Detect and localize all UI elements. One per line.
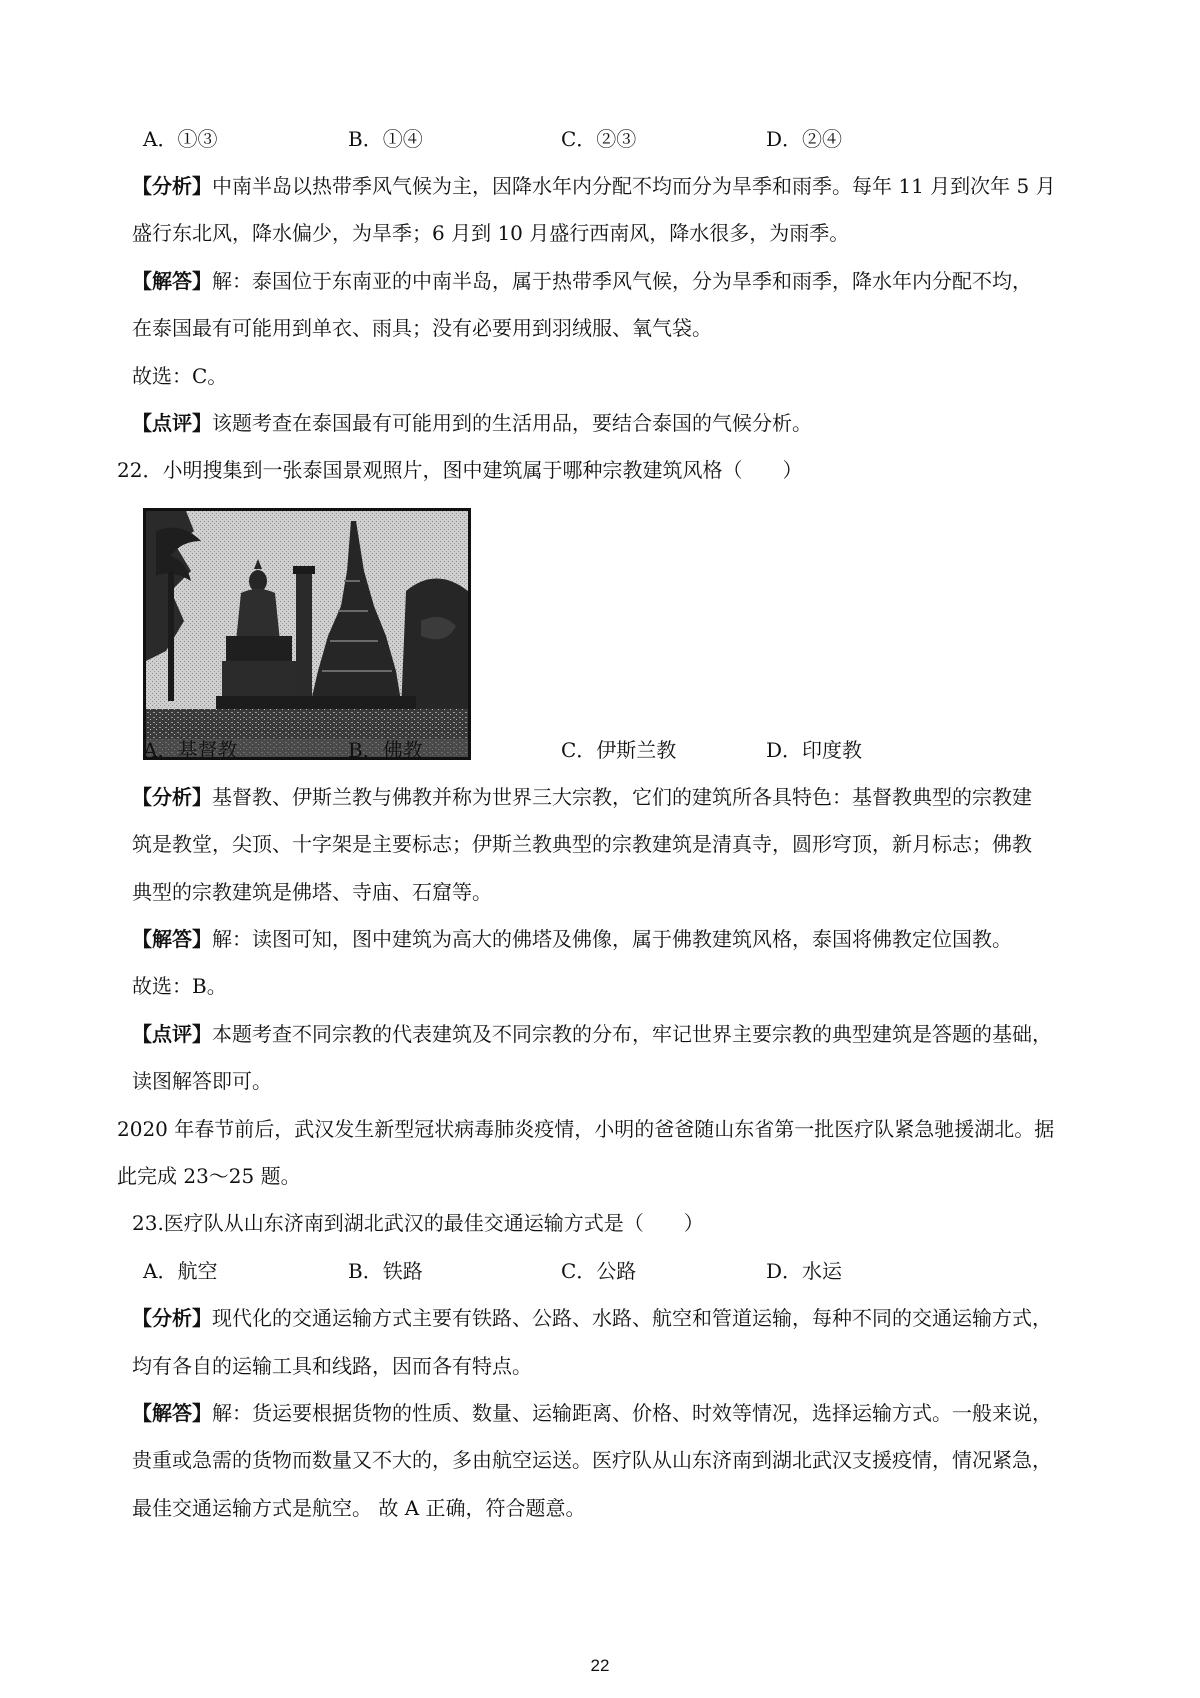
analysis-tag: 【分析】 [132, 174, 212, 198]
q23-analysis-line1 [132, 1303, 1052, 1333]
answer-tag: 【解答】 [132, 269, 212, 293]
comment-text: 本题考查不同宗教的代表建筑及不同宗教的分布，牢记世界主要宗教的典型建筑是答题的基础， [212, 1022, 1052, 1046]
q23-option-c: C．公路 [561, 1259, 637, 1283]
q21-choice: 故选：C。 [132, 364, 228, 388]
q22-option-c: C．伊斯兰教 [561, 738, 677, 762]
q22-option-a: A．基督教 [143, 738, 238, 762]
analysis-tag: 【分析】 [132, 1306, 212, 1330]
q23-option-d: D．水运 [766, 1259, 843, 1283]
q21-option-c: C．②③ [561, 127, 637, 151]
q21-answer-line2: 在泰国最有可能用到单衣、雨具；没有必要用到羽绒服、氧气袋。 [132, 316, 712, 340]
q23-option-b: B．铁路 [348, 1259, 423, 1283]
answer-text: 解：货运要根据货物的性质、数量、运输距离、价格、时效等情况，选择运输方式。一般来说， [212, 1401, 1052, 1425]
intro-line2: 此完成 23～25 题。 [117, 1164, 301, 1188]
q22-comment-line1 [132, 1019, 1052, 1049]
q22-analysis-line3: 典型的宗教建筑是佛塔、寺庙、石窟等。 [132, 880, 492, 904]
q23-answer-line3: 最佳交通运输方式是航空。 故 A 正确，符合题意。 [132, 1496, 586, 1520]
q23-answer-line1 [132, 1398, 1052, 1428]
page-number: 22 [590, 1656, 610, 1675]
intro-line1: 2020 年春节前后，武汉发生新型冠状病毒肺炎疫情，小明的爸爸随山东省第一批医疗队紧急驰援湖北。据 [117, 1117, 1055, 1141]
analysis-text: 现代化的交通运输方式主要有铁路、公路、水路、航空和管道运输，每种不同的交通运输方式， [212, 1306, 1052, 1330]
analysis-text: 基督教、伊斯兰教与佛教并称为世界三大宗教，它们的建筑所各具特色：基督教典型的宗教建 [212, 785, 1032, 809]
q23-option-a: A．航空 [143, 1259, 218, 1283]
q22-choice: 故选：B。 [132, 974, 227, 998]
answer-text: 解：泰国位于东南亚的中南半岛，属于热带季风气候，分为旱季和雨季，降水年内分配不均， [212, 269, 1032, 293]
thai-temple-photo [143, 508, 471, 760]
analysis-tag: 【分析】 [132, 785, 212, 809]
q21-option-a: A．①③ [143, 127, 218, 151]
answer-text: 解：读图可知，图中建筑为高大的佛塔及佛像，属于佛教建筑风格，泰国将佛教定位国教。 [212, 927, 1012, 951]
q21-option-d: D．②④ [766, 127, 843, 151]
q23-stem: 23.医疗队从山东济南到湖北武汉的最佳交通运输方式是（ ） [132, 1211, 704, 1235]
q22-analysis-line2: 筑是教堂，尖顶、十字架是主要标志；伊斯兰教典型的宗教建筑是清真寺，圆形穹顶，新月标志；佛教 [132, 832, 1032, 856]
q23-analysis-line2: 均有各自的运输工具和线路，因而各有特点。 [132, 1354, 532, 1378]
q21-answer-line1 [132, 266, 1032, 296]
q21-comment [132, 408, 812, 438]
q21-analysis-line1 [132, 171, 1056, 201]
answer-tag: 【解答】 [132, 1401, 212, 1425]
comment-text: 该题考查在泰国最有可能用到的生活用品，要结合泰国的气候分析。 [212, 411, 812, 435]
q21-analysis-line2: 盛行东北风，降水偏少，为旱季；6 月到 10 月盛行西南风，降水很多，为雨季。 [132, 221, 850, 245]
q23-answer-line2: 贵重或急需的货物而数量又不大的，多由航空运送。医疗队从山东济南到湖北武汉支援疫情，情况紧急， [132, 1448, 1052, 1472]
q22-answer [132, 924, 1012, 954]
q21-option-b: B．①④ [348, 127, 423, 151]
answer-tag: 【解答】 [132, 927, 212, 951]
q22-analysis-line1 [132, 782, 1032, 812]
comment-tag: 【点评】 [132, 411, 212, 435]
q22-stem: 22．小明搜集到一张泰国景观照片，图中建筑属于哪种宗教建筑风格（ ） [117, 458, 803, 482]
temple-photo-illustration [146, 511, 468, 757]
q22-comment-line2: 读图解答即可。 [132, 1069, 272, 1093]
comment-tag: 【点评】 [132, 1022, 212, 1046]
analysis-text: 中南半岛以热带季风气候为主，因降水年内分配不均而分为旱季和雨季。每年 11 月到次年 5 月 [212, 174, 1056, 198]
q22-option-d: D．印度教 [766, 738, 863, 762]
q22-option-b: B．佛教 [348, 738, 423, 762]
